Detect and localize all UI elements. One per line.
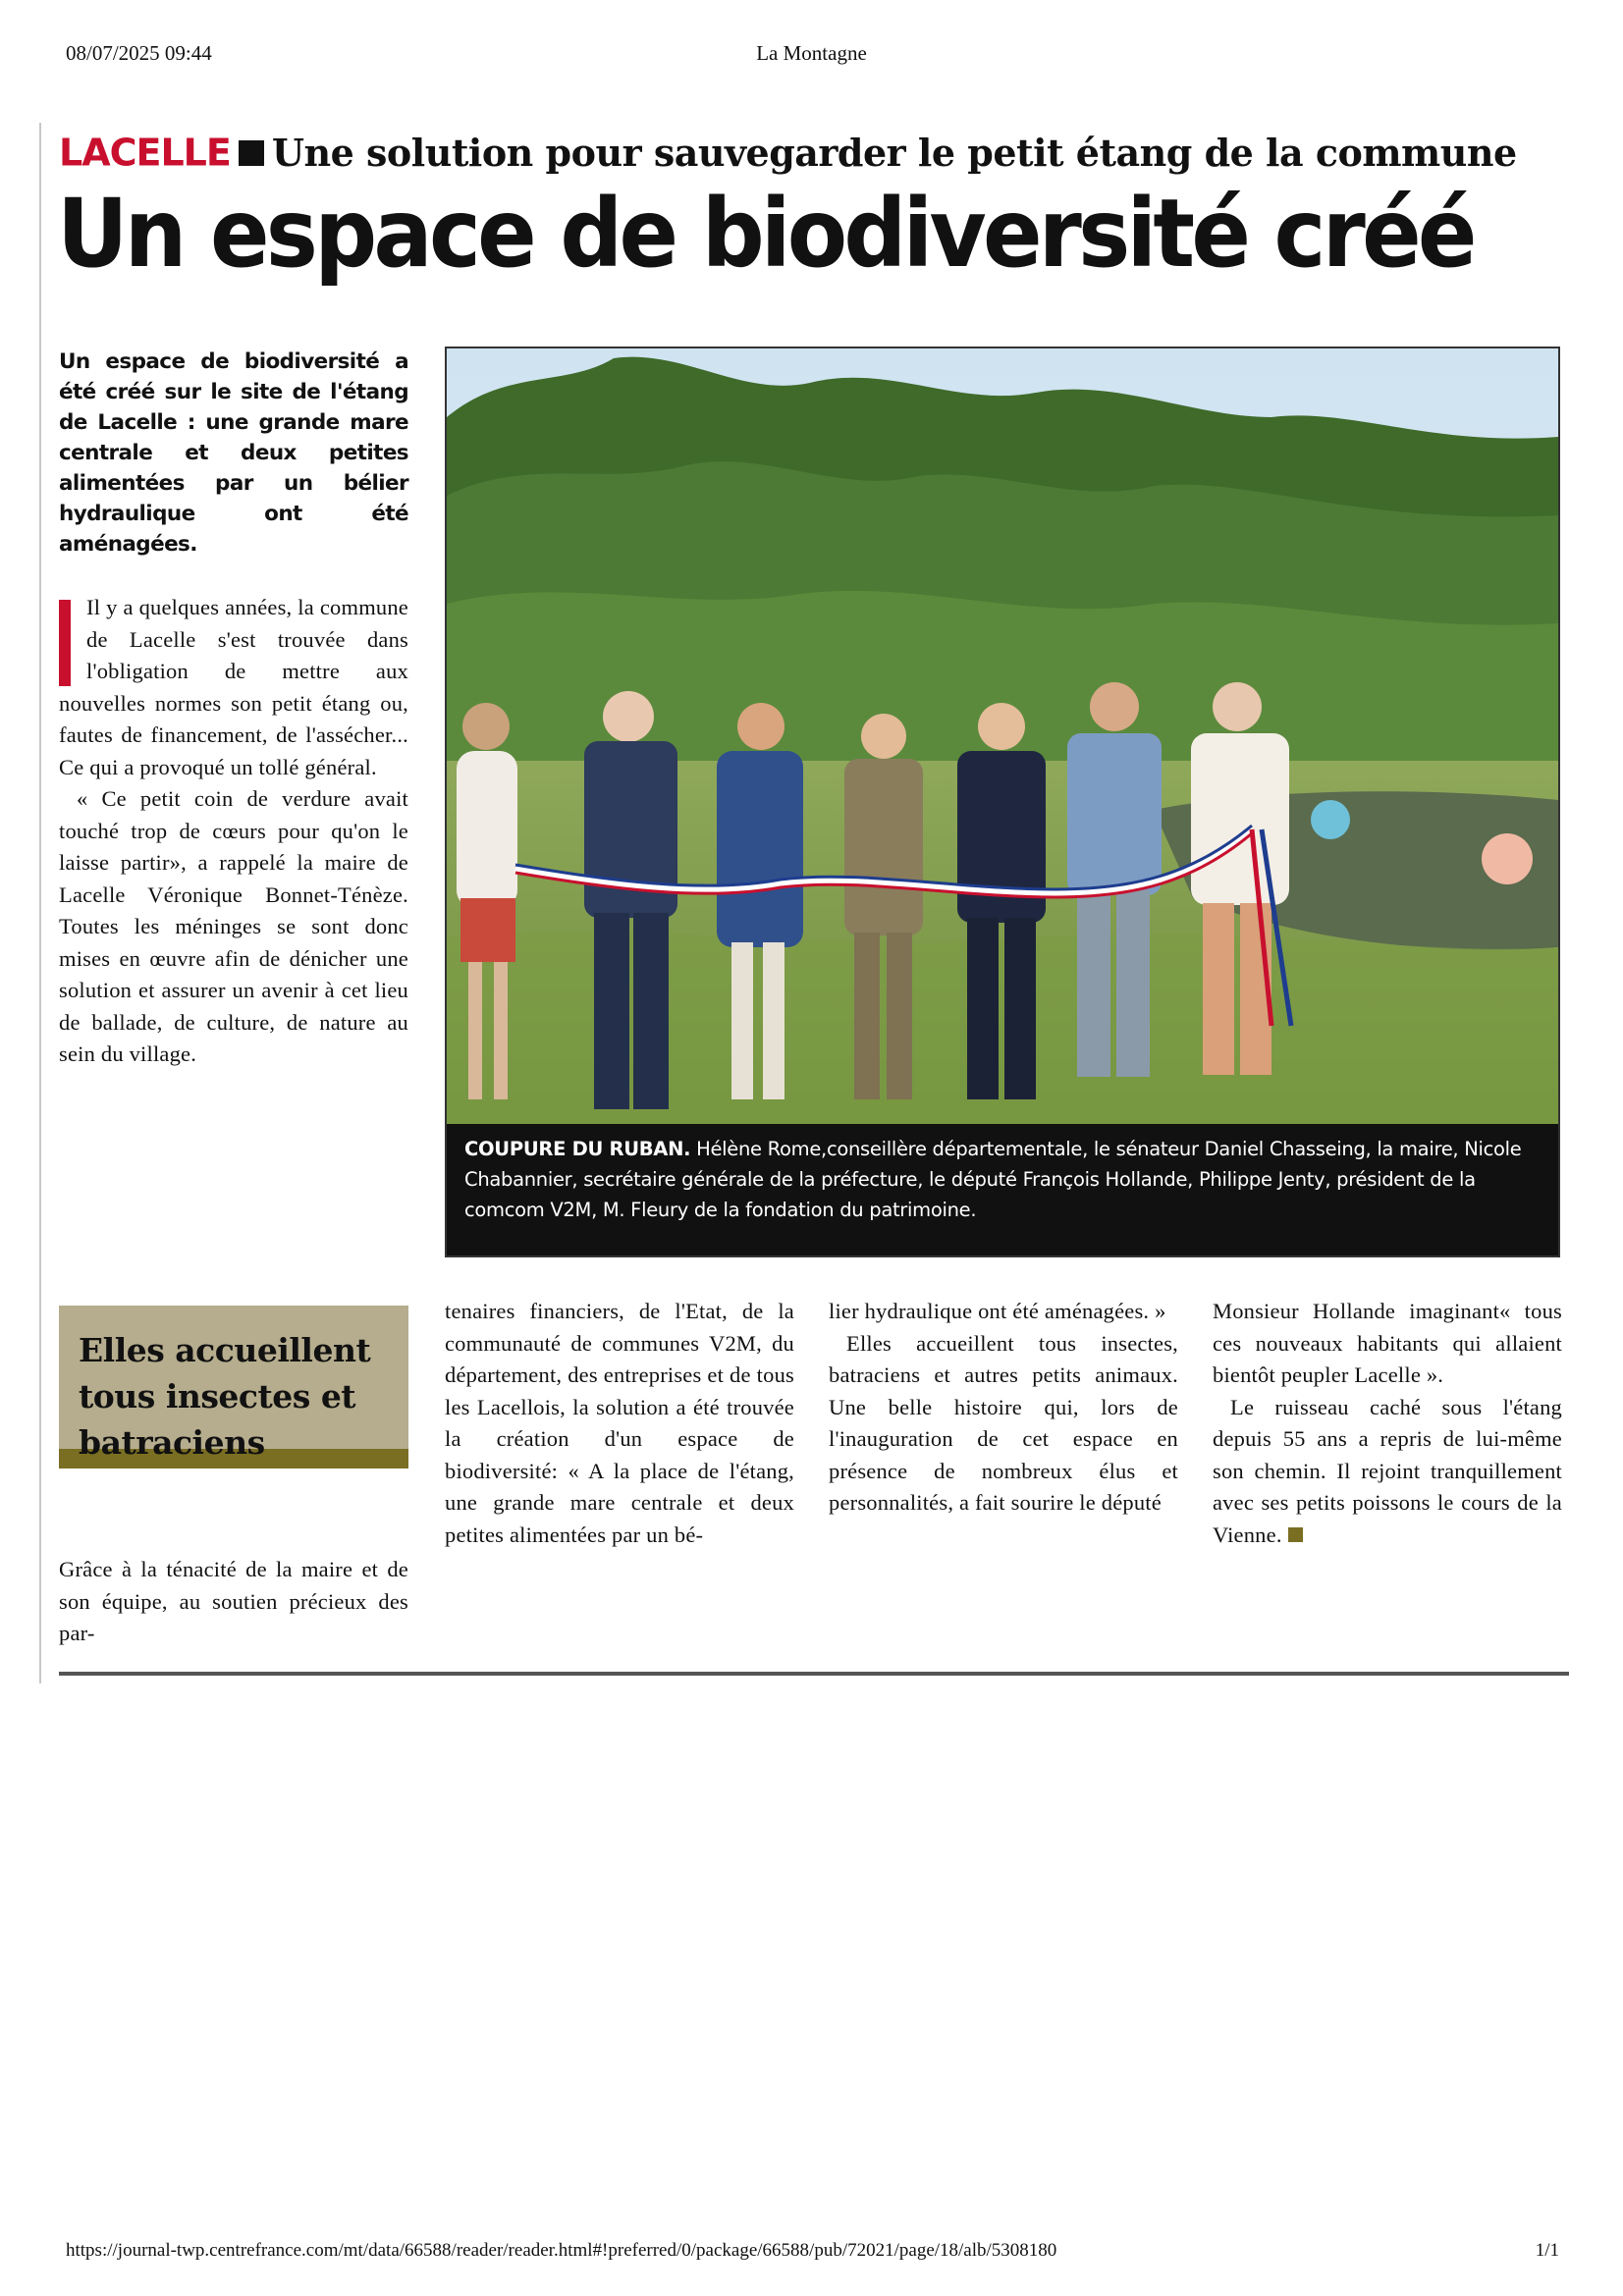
column-1-continued [59, 1554, 408, 1650]
bottom-rule [59, 1672, 1569, 1676]
ribbon-cutting-photo [447, 348, 1558, 1124]
chapo: Un espace de biodiversité a été créé sur le site de l'étang de Lacelle : une grande mare centrale et deux petites alimentées par un bélier hydraulique ont été aménagées. [59, 349, 408, 557]
paragraph: Monsieur Hollande imaginant« tous ces nouveaux habitants qui allaient bientôt peupler Lacelle ». [1213, 1299, 1562, 1387]
photo-caption-text: Hélène Rome,conseillère départementale, le sénateur Daniel Chasseing, la maire, Nicole Chabannier, secrétaire générale de la préfecture, le député François Hollande, Philippe Jenty, président de la comcom V2M, M. Fleury de la fondation du patrimoine. [464, 1138, 1522, 1221]
column-2 [445, 1296, 794, 1551]
column-3 [829, 1296, 1178, 1520]
print-page-number: 1/1 [1535, 2240, 1559, 2261]
print-url: https://journal-twp.centrefrance.com/mt/data/66588/reader/reader.html#!preferred/0/package/66588/pub/72021/page/18/alb/5308180 [66, 2240, 1057, 2261]
photo-caption [464, 1134, 1544, 1225]
print-datetime: 08/07/2025 09:44 [66, 41, 212, 65]
print-source: La Montagne [756, 41, 867, 65]
column-1 [59, 592, 408, 1071]
paragraph [1213, 1392, 1562, 1552]
dropcap-bar [59, 600, 71, 686]
kicker-place: LACELLE [59, 131, 231, 175]
paragraph: tenaires financiers, de l'Etat, de la communauté de communes V2M, du département, des entreprises et de tous les Lacellois, la solution a été trouvée la création d'un espace de biodiversité: « A la place de l'étang, une grande mare centrale et deux petites alimentées par un bé- [445, 1299, 794, 1547]
headline: Un espace de biodiversité créé [57, 179, 1474, 289]
photo [445, 347, 1560, 1257]
newspaper-clipping [39, 123, 1568, 1683]
photo-caption-lead: COUPURE DU RUBAN. [464, 1138, 691, 1160]
paragraph: « Ce petit coin de verdure avait touché trop de cœurs pour qu'on le laisse partir», a rappelé la maire de Lacelle Véronique Bonnet-Ténèze. Toutes les méninges se sont donc mises en œuvre afin de dénicher une solution et assurer un avenir à cet lieu de ballade, de culture, de nature au sein du village. [59, 786, 408, 1066]
paragraph: lier hydraulique ont été aménagées. » [829, 1299, 1166, 1323]
sidebar-heading: Elles accueillent tous insectes et batraciens [79, 1331, 371, 1462]
kicker-text: Une solution pour sauvegarder le petit étang de la commune [271, 131, 1517, 175]
kicker-square-icon [239, 140, 264, 166]
sidebar-box [59, 1306, 408, 1468]
paragraph: Il y a quelques années, la commune de Lacelle s'est trouvée dans l'obligation de mettre aux nouvelles normes son petit étang ou, fautes de financement, de l'assécher... Ce qui a provoqué un tollé général. [59, 595, 408, 779]
end-mark-icon [1288, 1527, 1303, 1542]
paragraph-text: Le ruisseau caché sous l'étang depuis 55 ans a repris de lui-même son chemin. Il rejoint tranquillement avec ses petits poissons le cours de la Vienne. [1213, 1394, 1562, 1547]
paragraph: Elles accueillent tous insectes, batraciens et autres petits animaux. Une belle histoire qui, lors de l'inauguration de cet espace en présence de nombreux élus et personnalités, a fait sourire le député [829, 1330, 1178, 1515]
column-4 [1213, 1296, 1562, 1551]
kicker [59, 131, 1517, 180]
paragraph: Grâce à la ténacité de la maire et de son équipe, au soutien précieux des par- [59, 1557, 408, 1645]
